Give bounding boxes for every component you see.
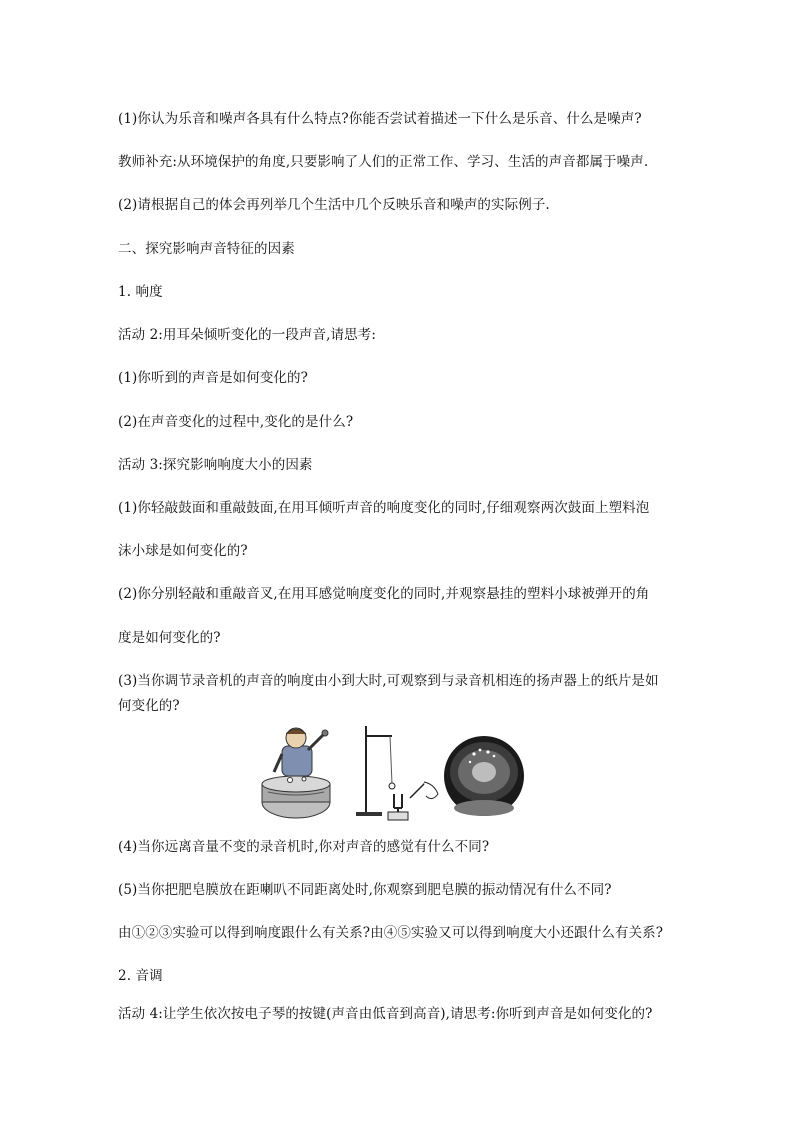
conclusion-question: 由①②③实验可以得到响度跟什么有关系?由④⑤实验又可以得到响度大小还跟什么有关系?	[118, 925, 664, 941]
activity-3-item-2-line-1: (2)你分别轻敲和重敲音叉,在用耳感觉响度变化的同时,并观察悬挂的塑料小球被弹开的角	[118, 586, 650, 602]
activity-3-item-1-line-2: 沫小球是如何变化的?	[118, 543, 248, 559]
drum-experiment-illustration	[258, 722, 336, 822]
activity-3-item-3-line-1: (3)当你调节录音机的声音的响度由小到大时,可观察到与录音机相连的扬声器上的纸片是如	[118, 673, 659, 689]
activity-2: 活动 2:用耳朵倾听变化的一段声音,请思考:	[118, 327, 376, 343]
experiment-figures	[258, 722, 528, 822]
activity-3-item-4: (4)当你远离音量不变的录音机时,你对声音的感觉有什么不同?	[118, 839, 490, 855]
tuning-fork-experiment-illustration	[352, 722, 448, 822]
subheading-pitch: 2. 音调	[118, 968, 163, 984]
activity-4: 活动 4:让学生依次按电子琴的按键(声音由低音到高音),请思考:你听到声音是如何变化的?	[118, 1006, 653, 1022]
speaker-experiment-illustration	[442, 722, 526, 822]
activity-2-question-2: (2)在声音变化的过程中,变化的是什么?	[118, 414, 354, 430]
activity-3: 活动 3:探究影响响度大小的因素	[118, 457, 313, 473]
activity-3-item-5: (5)当你把肥皂膜放在距喇叭不同距离处时,你观察到肥皂膜的振动情况有什么不同?	[118, 882, 612, 898]
question-2-examples: (2)请根据自己的体会再列举几个生活中几个反映乐音和噪声的实际例子.	[118, 197, 550, 213]
teacher-supplement: 教师补充:从环境保护的角度,只要影响了人们的正常工作、学习、生活的声音都属于噪声.	[118, 154, 649, 170]
activity-2-question-1: (1)你听到的声音是如何变化的?	[118, 370, 308, 386]
subheading-loudness: 1. 响度	[118, 284, 163, 300]
section-heading-2: 二、探究影响声音特征的因素	[118, 241, 295, 257]
activity-3-item-1-line-1: (1)你轻敲鼓面和重敲鼓面,在用耳倾听声音的响度变化的同时,仔细观察两次鼓面上塑料泡	[118, 500, 650, 516]
question-1-music-noise: (1)你认为乐音和噪声各具有什么特点?你能否尝试着描述一下什么是乐音、什么是噪声?	[118, 111, 642, 127]
activity-3-item-2-line-2: 度是如何变化的?	[118, 630, 221, 646]
activity-3-item-3-line-2: 何变化的?	[118, 698, 180, 714]
